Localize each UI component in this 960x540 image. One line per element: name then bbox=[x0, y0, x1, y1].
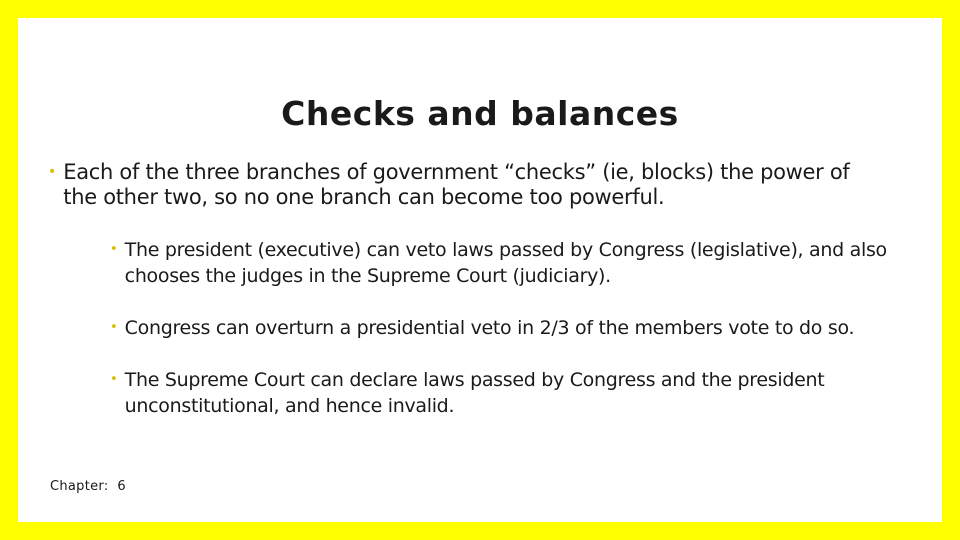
bullet-item-level1 bbox=[48, 160, 888, 210]
chapter-label: Chapter: bbox=[50, 479, 109, 494]
bullet-dot-icon: • bbox=[48, 164, 57, 180]
bullet-dot-icon: • bbox=[110, 242, 118, 257]
bullet-text: The president (executive) can veto laws passed by Congress (legislative), and also chooses the judges in the Supreme Court (judiciary). bbox=[124, 239, 887, 287]
bullet-dot-icon: • bbox=[110, 372, 118, 387]
bullet-text: The Supreme Court can declare laws passed by Congress and the president unconstitutional, and hence invalid. bbox=[124, 369, 825, 417]
bullet-item-level2 bbox=[110, 237, 890, 289]
bullet-text: Congress can overturn a presidential veto in 2/3 of the members vote to do so. bbox=[124, 317, 855, 339]
bullet-item-level2 bbox=[110, 315, 890, 341]
slide-title: Checks and balances bbox=[281, 94, 679, 133]
chapter-number: 6 bbox=[117, 479, 126, 494]
bullet-dot-icon: • bbox=[110, 320, 118, 335]
bullet-text: Each of the three branches of government “checks” (ie, blocks) the power of the other two, so no one branch can become too powerful. bbox=[63, 160, 850, 209]
slide-canvas bbox=[18, 18, 942, 522]
bullet-item-level2 bbox=[110, 367, 890, 419]
chapter-footer bbox=[50, 479, 126, 494]
